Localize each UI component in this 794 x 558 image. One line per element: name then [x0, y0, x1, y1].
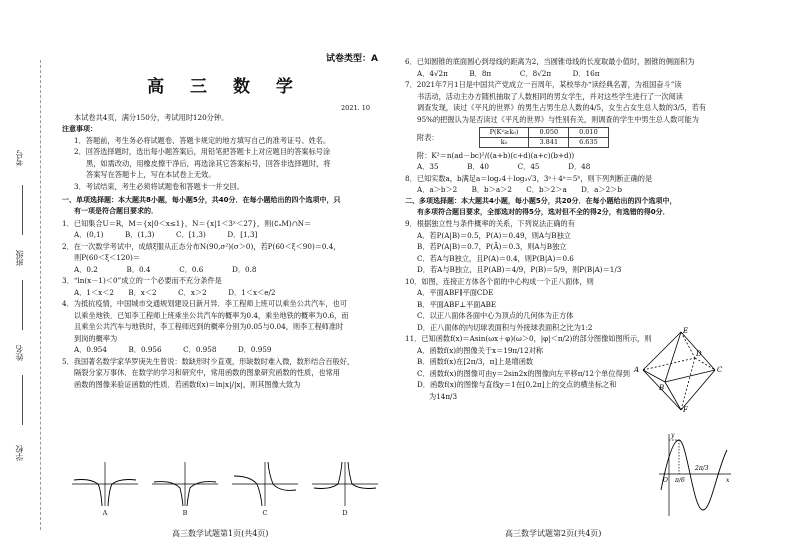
left-footer: 高三数学试题第1页(共4页)	[172, 529, 269, 538]
octahedron-figure	[633, 326, 725, 414]
option-line: A．35 B．40 C．45 D．48	[417, 162, 591, 172]
option-line: D．函数f(x)的图像与直线y＝1在[0,2π]上的交点的横坐标之和	[417, 380, 617, 390]
right-footer: 高三数学试题第2页(共4页)	[505, 529, 602, 538]
q5-figure-label: C	[262, 508, 268, 517]
appendix-table-row	[405, 127, 733, 148]
table-cell: k₀	[479, 137, 529, 147]
left-text-block	[62, 112, 388, 390]
oct-label-c: C	[717, 366, 723, 374]
notice-heading: 注意事项：	[62, 124, 97, 133]
question-line: 3．“ln(x－1)＜0”成立的一个必要而不充分条件是	[62, 276, 222, 286]
option-line: A．a＞b＞2 B．b＞a＞2 C．b＞2＞a D．a＞2＞b	[417, 185, 622, 195]
margin-exam-no-label: 考号	[15, 150, 24, 166]
sine-graph-figure	[655, 430, 733, 520]
margin-name-label: 姓名	[15, 345, 24, 361]
option-line: A．0.2 B．0.4 C．0.6 D．0.8	[74, 264, 257, 274]
oct-label-f: F	[683, 406, 688, 414]
question-line: 书活动，活动主办方随机抽取了人数相同的男女学生，并对这些学生进行了一次阅读	[417, 91, 683, 101]
option-line: A．函数f(x)的图像关于x＝19π/12对称	[417, 345, 544, 355]
question-line: 4．为抵抗疫情，中国城市交通规划建设日新月异．李工程师上班可以乘坐公共汽车，也可	[62, 299, 347, 309]
notice-line: 3．考试结束，考生必须将试题卷和答题卡一并交回。	[74, 181, 244, 191]
question-line: 调查发现，读过《平凡的世界》的男生占男生总人数的4/5，女生占女生总人数的3/5，若有	[417, 103, 707, 113]
option-line: C．若A与B独立，且P(A)＝0.4，则P(B|A)＝0.6	[417, 253, 574, 263]
q5-figure-c	[230, 460, 300, 518]
option-line: C．以正八面体各面中心为顶点的几何体为正方体	[417, 311, 574, 321]
question-line: 8．已知实数a，b满足a＝log₂4＋log₃√3，3ᵃ＋4ᵃ＝5ᵇ，则下列判断正确的是	[405, 173, 653, 183]
section-heading: 有一项是符合题目要求的．	[74, 207, 158, 216]
sine-label-2pi3: 2π/3	[695, 465, 709, 472]
option-line: A．若P(A|B)＝0.5，P(A)＝0.49，则A与B独立	[417, 230, 571, 240]
intro-line: 本试卷共4页，满分150分，考试用时120分钟。	[74, 113, 229, 122]
question-line: 6．已知圆锥的底面圆心到母线的距离为2，当圆锥母线的长度取最小值时，圆锥的侧面积为	[405, 57, 695, 66]
oct-label-e: E	[683, 327, 689, 335]
question-line: 11．已知函数f(x)＝Asin(ωx＋φ)(ω＞0，|φ|＜π/2)的部分图像如图所示，则	[405, 334, 652, 344]
section-heading: 二、多项选择题：本大题共4小题，每小题5分，共20分．在每小题给出的四个选项中，	[405, 196, 677, 205]
sine-label-y: y	[671, 432, 675, 439]
question-line: 2．在一次数学考试中，成绩ξ服从正态分布N(90,σ²)(σ＞0)，若P(60＜ξ＜90)＝0.4，	[62, 241, 341, 251]
question-line: 隔裂分家万事休．在数学的学习和研究中，常用函数的图象研究函数的性质，也常用	[74, 368, 340, 378]
question-line: 函数的图像来验证函数的性质．若函数f(x)＝ln|x|/|x|，则其图像大致为	[74, 379, 301, 389]
question-line: 则P(60＜ξ＜120)＝	[74, 253, 141, 263]
table-cell: 3.841	[529, 137, 569, 147]
option-line: A．4√2π B．8π C．8√2π D．16π	[417, 68, 600, 78]
notice-line: 答案写在答题卡上，写在本试卷上无效。	[86, 170, 216, 180]
option-line: B．若P(A|B)＝0.7，P(Ā)＝0.3，则A与B独立	[417, 242, 567, 252]
sine-label-pi6: π/6	[675, 477, 685, 484]
question-line: 95%的把握认为是否读过《平凡的世界》与性别有关，则调查的学生中男生总人数可能为	[417, 114, 699, 124]
binding-dashed-line	[40, 60, 41, 530]
notice-line: 黑，如需改动，用橡皮擦干净后，再选涂其它答案标号，回答非选择题时，将	[86, 158, 331, 168]
oct-label-d: D	[696, 350, 702, 358]
sine-label-x: x	[726, 477, 730, 484]
option-line: B．函数f(x)在[2π/3，π]上是增函数	[417, 357, 534, 367]
exam-type: 试卷类型：A	[326, 54, 378, 64]
sine-label-o: O	[663, 477, 668, 484]
formula-line: 附：K²＝n(ad－bc)²/((a+b)(c+d)(a+c)(b+d))	[417, 150, 575, 160]
question-line: 5．我国著名数学家华罗庚先生曾说：数缺形时少直观，形缺数时难入微，数形结合百般好，	[62, 356, 355, 366]
oct-label-b: B	[659, 384, 665, 392]
option-line: A．(0,1) B．(1,3) C．[1,3) D．[1,3]	[74, 230, 258, 240]
question-line: 9．根据独立性与条件概率的关系，下列说法正确的有	[405, 219, 575, 229]
q5-figures	[62, 460, 388, 520]
critical-value-table	[479, 127, 609, 148]
option-line: B．平面ABF⊥平面ABE	[417, 299, 497, 309]
section-heading: 有多项符合题目要求，全部选对的得5分，选对但不全的得2分，有选错的得0分．	[417, 207, 670, 216]
margin-school-label: 学校	[15, 445, 24, 461]
page-title: 高 三 数 学	[147, 77, 303, 97]
oct-label-a: A	[634, 366, 640, 374]
question-line: 且乘坐公共汽车与地铁时，李工程师迟到的概率分别为0.05与0.04，则李工程师准时	[74, 322, 344, 332]
q5-figure-label: B	[182, 508, 188, 517]
table-cell: 0.010	[569, 128, 609, 138]
table-cell: 6.635	[569, 137, 609, 147]
option-line: A．平面ABF∥平面CDE	[417, 288, 494, 298]
question-line: 7．2021年7月1日是中国共产党成立一百周年，某校举办“读经典名著，为祖国奋斗”读	[405, 80, 682, 90]
table-cell: 0.050	[529, 128, 569, 138]
question-line: 以乘坐地铁．已知李工程师上班乘坐公共汽车的概率为0.4，乘坐地铁的概率为0.6，而	[74, 310, 349, 320]
question-line: 到岗的概率为	[74, 333, 118, 343]
option-line: A．1＜x＜2 B．x＜2 C．x＞2 D．1＜x＜e/2	[74, 287, 276, 297]
question-line: 10．如图，连接正方体各个面的中心构成一个正八面体，则	[405, 276, 594, 286]
q5-figure-a	[70, 460, 140, 518]
section-heading: 一、单项选择题：本大题共8小题，每小题5分，共40分．在每小题给出的四个选项中，只	[62, 196, 341, 205]
option-line: A．0.954 B．0.956 C．0.958 D．0.959	[74, 345, 272, 355]
option-line: D．正八面体的内切球表面积与外接球表面积之比为1:2	[417, 322, 593, 332]
margin-class-label: 班级	[15, 250, 24, 266]
table-cell: P(K²≥k₀)	[479, 128, 529, 138]
option-line: C．函数f(x)的图像可由y＝2sin2x的图像向左平移π/12个单位得到	[417, 368, 630, 378]
question-line: 1．已知集合U＝R，M＝{x|0＜x≤1}，N＝{x|1＜3ˣ＜27}，则(∁ᵤM)∩N＝	[62, 218, 312, 228]
notice-line: 2．回答选择题时，选出每小题答案后，用铅笔把答题卡上对应题目的答案标号涂	[74, 147, 331, 157]
left-page	[62, 0, 388, 558]
binding-margin	[0, 0, 46, 558]
q5-figure-b	[150, 460, 220, 518]
q5-figure-label: D	[342, 508, 348, 517]
appendix-label: 附表：	[417, 132, 439, 142]
q5-figure-label: A	[102, 508, 108, 517]
exam-date: 2021. 10	[341, 104, 370, 112]
q5-figure-d	[310, 460, 380, 518]
notice-line: 1．答题前，考生务必将试题卷、答题卡规定的地方填写自己的准考证号、姓名。	[74, 135, 331, 145]
option-line: D．若A与B独立，且P(AB)＝4/9，P(B)＝5/9，则P(B|A)＝1/3	[417, 265, 622, 275]
option-line: 为14π/3	[429, 391, 458, 401]
